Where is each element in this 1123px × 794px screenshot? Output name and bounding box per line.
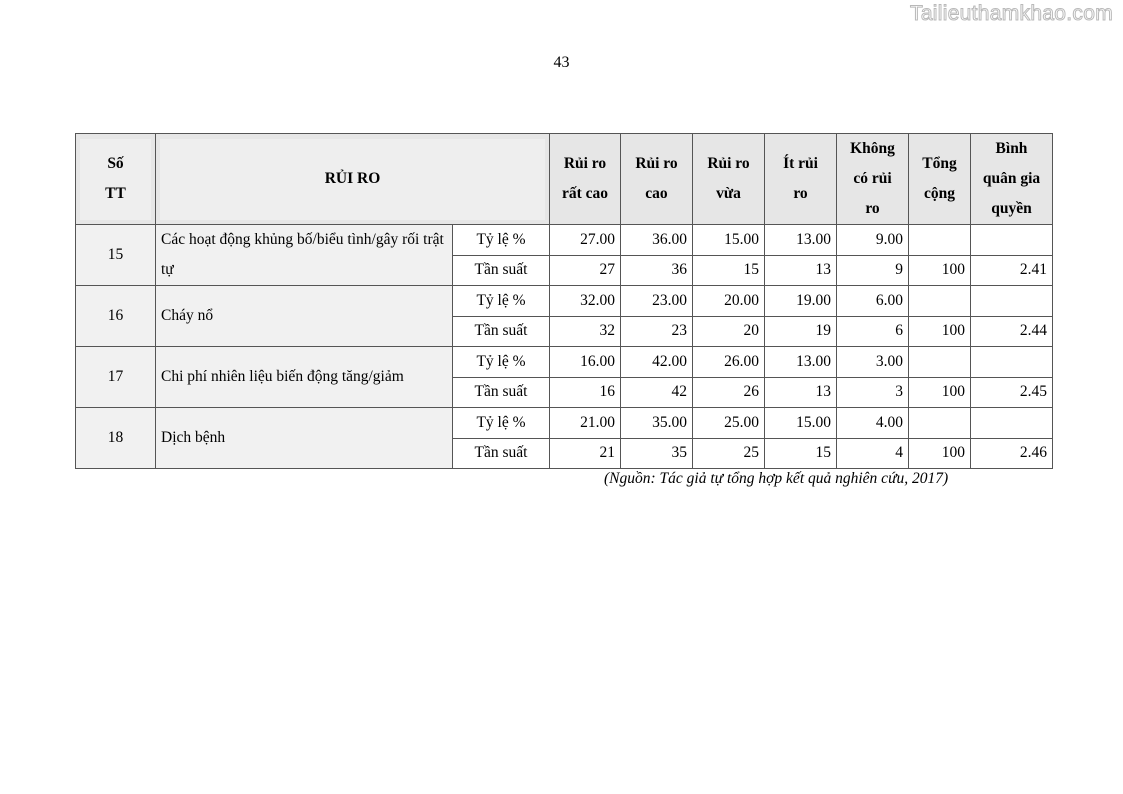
header-total-line2: cộng bbox=[924, 185, 955, 202]
row-risk-name: Chi phí nhiên liệu biến động tăng/giảm bbox=[156, 347, 453, 408]
cell-ratio-none: 9.00 bbox=[837, 225, 909, 256]
table-row-ratio bbox=[76, 408, 1053, 439]
cell-ratio-very-high: 16.00 bbox=[550, 347, 621, 378]
row-ratio-label: Tỷ lệ % bbox=[453, 347, 550, 378]
header-weighted-line3: quyền bbox=[991, 200, 1032, 217]
header-stt-line1: Số bbox=[107, 155, 124, 172]
cell-ratio-low: 19.00 bbox=[765, 286, 837, 317]
cell-freq-medium: 20 bbox=[693, 316, 765, 347]
cell-freq-weighted: 2.41 bbox=[971, 255, 1053, 286]
cell-ratio-high: 23.00 bbox=[621, 286, 693, 317]
cell-freq-very-high: 27 bbox=[550, 255, 621, 286]
row-freq-label: Tần suất bbox=[453, 377, 550, 408]
cell-ratio-high: 35.00 bbox=[621, 408, 693, 439]
row-risk-name: Cháy nổ bbox=[156, 286, 453, 347]
cell-freq-weighted: 2.46 bbox=[971, 438, 1053, 469]
cell-ratio-low: 15.00 bbox=[765, 408, 837, 439]
header-high bbox=[621, 134, 693, 225]
header-weighted bbox=[971, 134, 1053, 225]
header-low bbox=[765, 134, 837, 225]
cell-freq-high: 23 bbox=[621, 316, 693, 347]
cell-ratio-high: 36.00 bbox=[621, 225, 693, 256]
cell-ratio-weighted-empty bbox=[971, 225, 1053, 256]
header-total-line1: Tổng bbox=[922, 155, 957, 172]
cell-freq-total: 100 bbox=[909, 377, 971, 408]
cell-ratio-high: 42.00 bbox=[621, 347, 693, 378]
row-ratio-label: Tỷ lệ % bbox=[453, 225, 550, 256]
cell-freq-none: 9 bbox=[837, 255, 909, 286]
risk-table bbox=[75, 133, 1053, 469]
row-ratio-label: Tỷ lệ % bbox=[453, 286, 550, 317]
header-weighted-line1: Bình bbox=[995, 140, 1028, 157]
table-row-ratio bbox=[76, 286, 1053, 317]
cell-ratio-low: 13.00 bbox=[765, 347, 837, 378]
header-medium-line1: Rủi ro bbox=[707, 155, 750, 172]
header-none bbox=[837, 134, 909, 225]
table-row-ratio bbox=[76, 347, 1053, 378]
cell-freq-medium: 25 bbox=[693, 438, 765, 469]
header-stt bbox=[76, 134, 156, 225]
cell-freq-medium: 15 bbox=[693, 255, 765, 286]
header-high-line2: cao bbox=[645, 185, 668, 202]
cell-ratio-total-empty bbox=[909, 347, 971, 378]
cell-freq-low: 15 bbox=[765, 438, 837, 469]
header-very-high-line1: Rủi ro bbox=[563, 155, 607, 172]
cell-ratio-none: 4.00 bbox=[837, 408, 909, 439]
header-high-line1: Rủi ro bbox=[635, 155, 678, 172]
table-body bbox=[76, 225, 1053, 469]
header-stt-line2: TT bbox=[105, 185, 126, 202]
cell-freq-none: 3 bbox=[837, 377, 909, 408]
cell-freq-very-high: 21 bbox=[550, 438, 621, 469]
row-freq-label: Tần suất bbox=[453, 438, 550, 469]
cell-freq-total: 100 bbox=[909, 316, 971, 347]
cell-ratio-very-high: 32.00 bbox=[550, 286, 621, 317]
cell-ratio-very-high: 21.00 bbox=[550, 408, 621, 439]
header-total bbox=[909, 134, 971, 225]
table-row-ratio bbox=[76, 225, 1053, 256]
cell-ratio-none: 6.00 bbox=[837, 286, 909, 317]
row-risk-name: Dịch bệnh bbox=[156, 408, 453, 469]
header-none-line1: Không bbox=[850, 140, 895, 157]
row-ratio-label: Tỷ lệ % bbox=[453, 408, 550, 439]
header-none-line3: ro bbox=[865, 200, 880, 217]
cell-freq-very-high: 16 bbox=[550, 377, 621, 408]
header-very-high-line2: rất cao bbox=[561, 185, 609, 202]
row-stt: 16 bbox=[76, 286, 156, 347]
cell-ratio-total-empty bbox=[909, 408, 971, 439]
header-risk-label: RỦI RO bbox=[324, 170, 381, 187]
cell-ratio-very-high: 27.00 bbox=[550, 225, 621, 256]
cell-freq-none: 6 bbox=[837, 316, 909, 347]
row-freq-label: Tần suất bbox=[453, 255, 550, 286]
row-risk-name: Các hoạt động khủng bố/biểu tình/gây rối trật tự bbox=[156, 225, 453, 286]
cell-freq-low: 13 bbox=[765, 255, 837, 286]
cell-freq-none: 4 bbox=[837, 438, 909, 469]
header-none-line2: có rủi bbox=[853, 170, 892, 187]
cell-ratio-medium: 25.00 bbox=[693, 408, 765, 439]
cell-ratio-weighted-empty bbox=[971, 408, 1053, 439]
row-freq-label: Tần suất bbox=[453, 316, 550, 347]
cell-freq-low: 19 bbox=[765, 316, 837, 347]
header-low-line1: Ít rủi bbox=[783, 155, 818, 172]
cell-ratio-low: 13.00 bbox=[765, 225, 837, 256]
cell-ratio-total-empty bbox=[909, 286, 971, 317]
cell-ratio-medium: 20.00 bbox=[693, 286, 765, 317]
cell-ratio-weighted-empty bbox=[971, 286, 1053, 317]
header-risk bbox=[156, 134, 550, 225]
row-stt: 15 bbox=[76, 225, 156, 286]
cell-freq-high: 42 bbox=[621, 377, 693, 408]
cell-ratio-medium: 26.00 bbox=[693, 347, 765, 378]
row-stt: 17 bbox=[76, 347, 156, 408]
cell-freq-weighted: 2.45 bbox=[971, 377, 1053, 408]
row-stt: 18 bbox=[76, 408, 156, 469]
cell-freq-high: 36 bbox=[621, 255, 693, 286]
cell-ratio-total-empty bbox=[909, 225, 971, 256]
header-medium bbox=[693, 134, 765, 225]
cell-freq-weighted: 2.44 bbox=[971, 316, 1053, 347]
page-number: 43 bbox=[553, 54, 570, 71]
header-weighted-line2: quân gia bbox=[982, 170, 1041, 187]
cell-freq-total: 100 bbox=[909, 438, 971, 469]
cell-ratio-none: 3.00 bbox=[837, 347, 909, 378]
header-medium-line2: vừa bbox=[716, 185, 741, 202]
cell-freq-low: 13 bbox=[765, 377, 837, 408]
cell-freq-high: 35 bbox=[621, 438, 693, 469]
cell-freq-total: 100 bbox=[909, 255, 971, 286]
header-row bbox=[76, 134, 1053, 225]
watermark-text: Tailieuthamkhao.com bbox=[910, 2, 1113, 25]
header-very-high bbox=[550, 134, 621, 225]
table-header bbox=[76, 134, 1053, 225]
header-low-line2: ro bbox=[793, 185, 808, 202]
cell-ratio-medium: 15.00 bbox=[693, 225, 765, 256]
cell-ratio-weighted-empty bbox=[971, 347, 1053, 378]
source-note: (Nguồn: Tác giả tự tổng hợp kết quả nghiên cứu, 2017) bbox=[604, 470, 949, 487]
cell-freq-very-high: 32 bbox=[550, 316, 621, 347]
cell-freq-medium: 26 bbox=[693, 377, 765, 408]
